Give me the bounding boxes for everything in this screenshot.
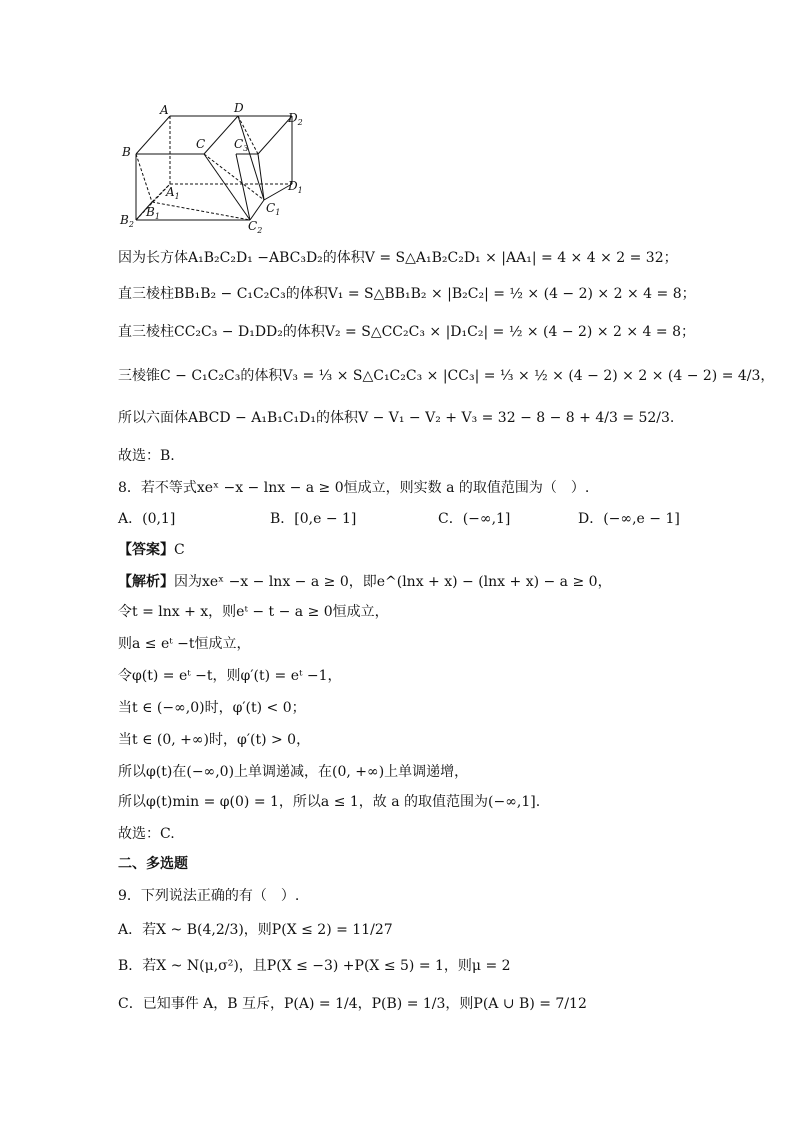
analysis-line <box>118 572 612 592</box>
analysis-tag: 【解析】 <box>118 574 174 590</box>
label-B2: $B_2$ <box>120 213 134 229</box>
step-4: 当t ∈ (−∞,0)时，φ′(t) < 0； <box>118 700 306 716</box>
step-3: 令φ(t) = eᵗ −t，则φ′(t) = eᵗ −1， <box>118 668 342 684</box>
question-9: 9．下列说法正确的有（ ）. <box>118 888 300 904</box>
q9-option-c: C．已知事件 A，B 互斥，P(A) = 1/4，P(B) = 1/3，则P(A ∪ B) = 7/12 <box>118 996 587 1012</box>
volume-prism1-line: 直三棱柱BB₁B₂ − C₁C₂C₃的体积V₁ = S△BB₁B₂ × |B₂C₂| = ½ × (4 − 2) × 2 × 4 = 8； <box>118 286 696 302</box>
label-D1: $D_1$ <box>288 179 303 195</box>
q8-option-d: D．(−∞,e − 1] <box>578 511 680 527</box>
answer-value: C <box>174 542 185 558</box>
label-C3: $C_3$ <box>234 137 249 153</box>
step-2: 则a ≤ eᵗ −t恒成立， <box>118 636 251 652</box>
q9-option-b: B．若X ~ N(μ,σ²)，且P(X ≤ −3) +P(X ≤ 5) = 1，则μ = 2 <box>118 958 511 974</box>
label-D: D <box>234 101 244 115</box>
volume-prism2-line: 直三棱柱CC₂C₃ − D₁DD₂的体积V₂ = S△CC₂C₃ × |D₁C₂| = ½ × (4 − 2) × 2 × 4 = 8； <box>118 324 696 340</box>
label-B1: $B_1$ <box>146 205 160 221</box>
q8-option-b: B．[0,e − 1] <box>270 511 357 527</box>
volume-cuboid-line: 因为长方体A₁B₂C₂D₁ −ABC₃D₂的体积V = S△A₁B₂C₂D₁ × |AA₁| = 4 × 4 × 2 = 32； <box>118 250 678 266</box>
q9-option-a: A．若X ~ B(4,2/3)，则P(X ≤ 2) = 11/27 <box>118 922 393 938</box>
label-C1: $C_1$ <box>266 201 281 217</box>
step-1: 令t = lnx + x，则eᵗ − t − a ≥ 0恒成立， <box>118 604 389 620</box>
volume-result-line: 所以六面体ABCD − A₁B₁C₁D₁的体积V − V₁ − V₂ + V₃ = 32 − 8 − 8 + 4/3 = 52/3. <box>118 410 675 426</box>
label-C2: $C_2$ <box>248 219 263 235</box>
question-8: 8．若不等式xeˣ −x − lnx − a ≥ 0恒成立，则实数 a 的取值范围为（ ）. <box>118 480 590 496</box>
section-heading: 二、多选题 <box>118 856 188 872</box>
choice-b-line: 故选：B. <box>118 448 175 464</box>
label-A1: $A_1$ <box>166 185 180 201</box>
label-D2: $D_2$ <box>288 111 303 127</box>
answer-tag: 【答案】 <box>118 542 174 558</box>
volume-pyramid-line: 三棱锥C − C₁C₂C₃的体积V₃ = ⅓ × S△C₁C₂C₃ × |CC₃| = ⅓ × ½ × (4 − 2) × 2 × (4 − 2) = 4/3， <box>118 368 775 384</box>
label-A: A <box>160 103 169 117</box>
prism-figure <box>112 96 322 240</box>
label-B: B <box>122 145 131 159</box>
label-C: C <box>196 137 206 151</box>
step-6: 所以φ(t)在(−∞,0)上单调递减，在(0, +∞)上单调递增， <box>118 764 469 780</box>
analysis-text: 因为xeˣ −x − lnx − a ≥ 0，即e^(lnx + x) − (lnx + x) − a ≥ 0， <box>174 574 612 590</box>
q8-option-c: C．(−∞,1] <box>438 511 511 527</box>
step-5: 当t ∈ (0, +∞)时，φ′(t) > 0， <box>118 732 311 748</box>
q8-option-a: A．(0,1] <box>118 511 176 527</box>
step-8: 故选：C. <box>118 826 175 842</box>
answer-line <box>118 540 185 560</box>
step-7: 所以φ(t)min = φ(0) = 1，所以a ≤ 1，故 a 的取值范围为(−∞,1]. <box>118 794 541 810</box>
